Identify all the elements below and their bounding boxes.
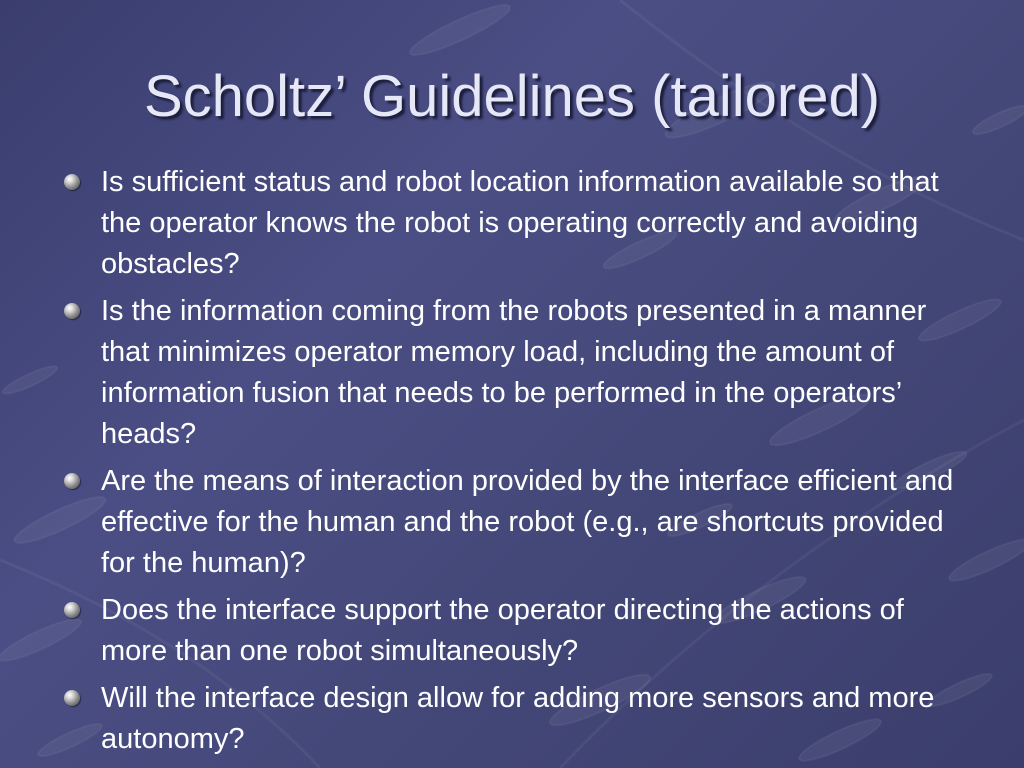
bullet-item xyxy=(62,678,962,760)
sphere-bullet-icon xyxy=(64,690,80,706)
bullet-item xyxy=(62,461,962,584)
slide-title: Scholtz’ Guidelines (tailored) xyxy=(143,64,881,129)
sphere-bullet-icon xyxy=(64,174,80,190)
sphere-bullet-icon xyxy=(64,473,80,489)
bullet-text: Is sufficient status and robot location information available so that the operator knows the robot is operating correctly and avoiding obstacles? xyxy=(101,166,939,280)
bullet-item xyxy=(62,162,962,285)
bullet-item xyxy=(62,590,962,672)
bullet-text: Does the interface support the operator directing the actions of more than one robot simultaneously? xyxy=(101,594,904,667)
bullet-text: Will the interface design allow for adding more sensors and more autonomy? xyxy=(101,682,935,755)
sphere-bullet-icon xyxy=(64,602,80,618)
bullet-text: Are the means of interaction provided by the interface efficient and effective for the human and the robot (e.g., are shortcuts provided for the human)? xyxy=(101,465,954,579)
bullet-item xyxy=(62,291,962,455)
sphere-bullet-icon xyxy=(64,303,80,319)
bullet-list xyxy=(62,162,962,766)
bullet-text: Is the information coming from the robots presented in a manner that minimizes operator memory load, including the amount of information fusion that needs to be performed in the operators’ heads? xyxy=(101,295,927,450)
